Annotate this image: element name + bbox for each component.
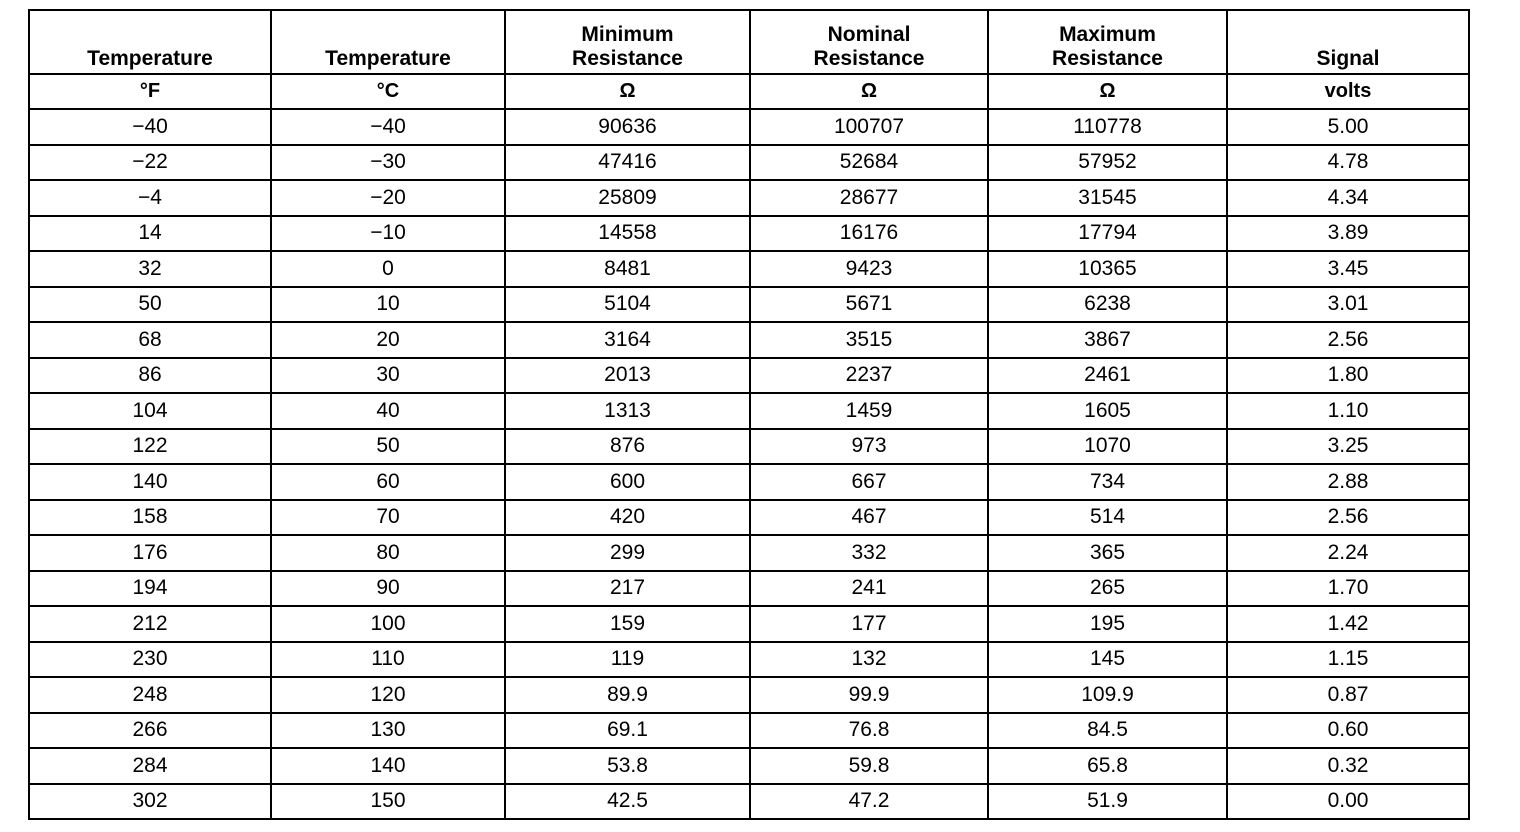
table-row [29, 606, 1469, 642]
cell-max-resistance: 31545 [988, 180, 1227, 216]
cell-min-resistance: 53.8 [505, 748, 750, 784]
unit-ohms-min: Ω [505, 74, 750, 109]
cell-signal: 0.00 [1227, 784, 1469, 820]
cell-temp-c: 20 [271, 322, 505, 358]
table-row [29, 713, 1469, 749]
cell-temp-f: −22 [29, 145, 271, 181]
cell-nominal-resistance: 1459 [750, 393, 988, 429]
cell-temp-f: −40 [29, 109, 271, 145]
unit-volts: volts [1227, 74, 1469, 109]
cell-signal: 5.00 [1227, 109, 1469, 145]
cell-max-resistance: 514 [988, 500, 1227, 536]
cell-nominal-resistance: 667 [750, 464, 988, 500]
cell-temp-c: 10 [271, 287, 505, 323]
cell-max-resistance: 110778 [988, 109, 1227, 145]
cell-temp-c: 50 [271, 429, 505, 465]
cell-signal: 1.42 [1227, 606, 1469, 642]
cell-temp-c: −30 [271, 145, 505, 181]
cell-nominal-resistance: 76.8 [750, 713, 988, 749]
cell-min-resistance: 47416 [505, 145, 750, 181]
cell-nominal-resistance: 973 [750, 429, 988, 465]
cell-temp-f: −4 [29, 180, 271, 216]
cell-temp-c: 0 [271, 251, 505, 287]
cell-nominal-resistance: 28677 [750, 180, 988, 216]
cell-nominal-resistance: 99.9 [750, 677, 988, 713]
cell-min-resistance: 217 [505, 571, 750, 607]
cell-min-resistance: 299 [505, 535, 750, 571]
cell-nominal-resistance: 177 [750, 606, 988, 642]
cell-signal: 2.24 [1227, 535, 1469, 571]
cell-min-resistance: 119 [505, 642, 750, 678]
cell-min-resistance: 159 [505, 606, 750, 642]
cell-temp-c: 30 [271, 358, 505, 394]
unit-fahrenheit: °F [29, 74, 271, 109]
cell-min-resistance: 3164 [505, 322, 750, 358]
cell-max-resistance: 1605 [988, 393, 1227, 429]
cell-nominal-resistance: 9423 [750, 251, 988, 287]
table-row [29, 535, 1469, 571]
cell-max-resistance: 3867 [988, 322, 1227, 358]
cell-signal: 1.80 [1227, 358, 1469, 394]
cell-temp-c: 110 [271, 642, 505, 678]
cell-max-resistance: 365 [988, 535, 1227, 571]
cell-temp-f: 176 [29, 535, 271, 571]
cell-nominal-resistance: 5671 [750, 287, 988, 323]
cell-min-resistance: 14558 [505, 216, 750, 252]
cell-signal: 3.45 [1227, 251, 1469, 287]
table-row [29, 322, 1469, 358]
cell-max-resistance: 265 [988, 571, 1227, 607]
cell-temp-f: 230 [29, 642, 271, 678]
cell-temp-f: 32 [29, 251, 271, 287]
cell-temp-f: 86 [29, 358, 271, 394]
cell-nominal-resistance: 467 [750, 500, 988, 536]
cell-min-resistance: 8481 [505, 251, 750, 287]
table-row [29, 358, 1469, 394]
table-row [29, 464, 1469, 500]
cell-min-resistance: 420 [505, 500, 750, 536]
cell-signal: 2.56 [1227, 322, 1469, 358]
cell-nominal-resistance: 52684 [750, 145, 988, 181]
cell-signal: 1.15 [1227, 642, 1469, 678]
cell-max-resistance: 145 [988, 642, 1227, 678]
cell-nominal-resistance: 2237 [750, 358, 988, 394]
cell-max-resistance: 1070 [988, 429, 1227, 465]
cell-signal: 2.56 [1227, 500, 1469, 536]
cell-temp-f: 248 [29, 677, 271, 713]
table-row [29, 571, 1469, 607]
unit-ohms-max: Ω [988, 74, 1227, 109]
cell-temp-c: 130 [271, 713, 505, 749]
table-row [29, 677, 1469, 713]
cell-max-resistance: 65.8 [988, 748, 1227, 784]
units-row [29, 74, 1469, 109]
table-row [29, 642, 1469, 678]
header-minimum-resistance: Minimum Resistance [505, 10, 750, 74]
cell-min-resistance: 1313 [505, 393, 750, 429]
cell-signal: 1.10 [1227, 393, 1469, 429]
cell-max-resistance: 10365 [988, 251, 1227, 287]
cell-nominal-resistance: 241 [750, 571, 988, 607]
cell-min-resistance: 90636 [505, 109, 750, 145]
cell-max-resistance: 195 [988, 606, 1227, 642]
cell-nominal-resistance: 132 [750, 642, 988, 678]
cell-temp-c: 150 [271, 784, 505, 820]
header-maximum-resistance: Maximum Resistance [988, 10, 1227, 74]
cell-min-resistance: 89.9 [505, 677, 750, 713]
cell-temp-c: −20 [271, 180, 505, 216]
header-temperature-f: Temperature [29, 10, 271, 74]
cell-temp-f: 284 [29, 748, 271, 784]
header-signal: Signal [1227, 10, 1469, 74]
cell-temp-f: 302 [29, 784, 271, 820]
cell-max-resistance: 6238 [988, 287, 1227, 323]
table-row [29, 251, 1469, 287]
table-row [29, 784, 1469, 820]
table-row [29, 145, 1469, 181]
cell-nominal-resistance: 3515 [750, 322, 988, 358]
cell-signal: 3.25 [1227, 429, 1469, 465]
cell-min-resistance: 2013 [505, 358, 750, 394]
cell-temp-f: 212 [29, 606, 271, 642]
table-row [29, 429, 1469, 465]
cell-signal: 4.78 [1227, 145, 1469, 181]
header-nominal-resistance: Nominal Resistance [750, 10, 988, 74]
table-row [29, 216, 1469, 252]
cell-max-resistance: 2461 [988, 358, 1227, 394]
cell-signal: 0.32 [1227, 748, 1469, 784]
cell-temp-c: 90 [271, 571, 505, 607]
cell-temp-c: 80 [271, 535, 505, 571]
cell-max-resistance: 734 [988, 464, 1227, 500]
unit-ohms-nominal: Ω [750, 74, 988, 109]
cell-temp-f: 50 [29, 287, 271, 323]
table-header [29, 10, 1469, 109]
cell-max-resistance: 51.9 [988, 784, 1227, 820]
cell-signal: 0.87 [1227, 677, 1469, 713]
cell-temp-f: 68 [29, 322, 271, 358]
table-body [29, 109, 1469, 819]
cell-signal: 2.88 [1227, 464, 1469, 500]
cell-nominal-resistance: 59.8 [750, 748, 988, 784]
cell-max-resistance: 84.5 [988, 713, 1227, 749]
cell-temp-c: 40 [271, 393, 505, 429]
table-row [29, 393, 1469, 429]
cell-min-resistance: 25809 [505, 180, 750, 216]
cell-signal: 4.34 [1227, 180, 1469, 216]
cell-nominal-resistance: 332 [750, 535, 988, 571]
cell-min-resistance: 876 [505, 429, 750, 465]
cell-temp-f: 194 [29, 571, 271, 607]
cell-temp-c: 120 [271, 677, 505, 713]
cell-temp-c: 70 [271, 500, 505, 536]
resistance-table [28, 9, 1470, 820]
header-temperature-c: Temperature [271, 10, 505, 74]
cell-temp-c: 140 [271, 748, 505, 784]
cell-signal: 0.60 [1227, 713, 1469, 749]
cell-min-resistance: 69.1 [505, 713, 750, 749]
cell-temp-f: 14 [29, 216, 271, 252]
cell-max-resistance: 17794 [988, 216, 1227, 252]
cell-nominal-resistance: 47.2 [750, 784, 988, 820]
table-row [29, 109, 1469, 145]
table-row [29, 500, 1469, 536]
cell-temp-f: 104 [29, 393, 271, 429]
cell-min-resistance: 5104 [505, 287, 750, 323]
cell-temp-f: 158 [29, 500, 271, 536]
cell-signal: 3.89 [1227, 216, 1469, 252]
cell-max-resistance: 57952 [988, 145, 1227, 181]
header-row [29, 10, 1469, 74]
unit-celsius: °C [271, 74, 505, 109]
table-row [29, 748, 1469, 784]
table-row [29, 287, 1469, 323]
cell-temp-c: 100 [271, 606, 505, 642]
cell-temp-f: 140 [29, 464, 271, 500]
cell-nominal-resistance: 100707 [750, 109, 988, 145]
cell-max-resistance: 109.9 [988, 677, 1227, 713]
table-row [29, 180, 1469, 216]
cell-temp-f: 266 [29, 713, 271, 749]
cell-min-resistance: 600 [505, 464, 750, 500]
cell-signal: 1.70 [1227, 571, 1469, 607]
cell-min-resistance: 42.5 [505, 784, 750, 820]
cell-signal: 3.01 [1227, 287, 1469, 323]
cell-temp-c: 60 [271, 464, 505, 500]
cell-temp-f: 122 [29, 429, 271, 465]
cell-nominal-resistance: 16176 [750, 216, 988, 252]
cell-temp-c: −10 [271, 216, 505, 252]
cell-temp-c: −40 [271, 109, 505, 145]
